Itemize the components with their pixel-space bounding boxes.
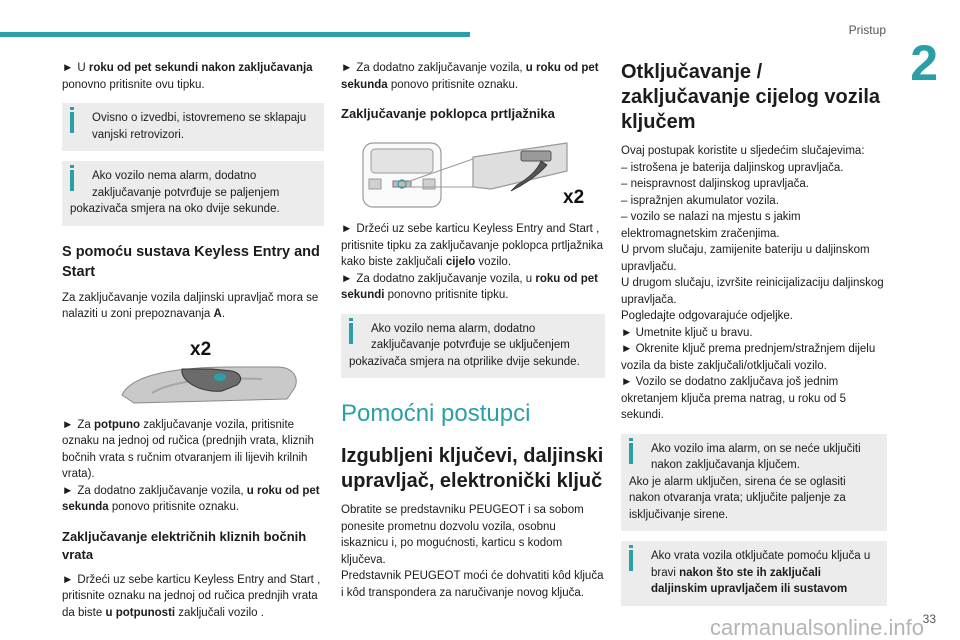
section-heading: Izgubljeni ključevi, daljinski upravljač, elektronički ključ — [341, 445, 604, 492]
column-middle — [341, 60, 605, 601]
note-text: Ako vozilo nema alarm, dodatno zaključavanje potvrđuje se uključenjem — [371, 322, 570, 351]
arrow-icon: ► — [62, 573, 74, 586]
section-heading: Zaključavanje poklopca prtljažnika — [341, 106, 555, 121]
emphasis: cijelo — [445, 256, 476, 268]
text: Držeći uz sebe karticu Keyless Entry and Start , pritisnite oznaku na jednoj od ručica prednjih vrata da biste — [62, 573, 321, 619]
info-note — [62, 103, 324, 151]
paragraph — [62, 417, 324, 483]
step-item: ► Vozilo se dodatno zaključava još jednim okretanjem ključa prema natrag, u roku od 5 sekundi. — [621, 376, 847, 421]
text: ponovno pritisnite tipku. — [384, 289, 509, 301]
section-title: Pomoćni postupci — [341, 400, 531, 427]
text: Za zaključavanje vozila daljinski upravljač mora se nalaziti u zoni prepoznavanja — [62, 291, 319, 320]
paragraph — [62, 483, 324, 516]
paragraph: Pogledajte odgovarajuće odjeljke. — [621, 310, 793, 322]
column-right — [621, 60, 887, 616]
emphasis: potpuno — [94, 418, 140, 431]
step-item: ► Okrenite ključ prema prednjem/stražnjem dijelu vozila da biste zaključali/otključali vozilo. — [621, 343, 876, 372]
arrow-icon: ► — [341, 272, 353, 285]
paragraph — [341, 271, 605, 304]
note-text: Ako vozilo nema alarm, dodatno zaključavanje potvrđuje se paljenjem — [92, 170, 280, 199]
info-icon — [629, 550, 633, 571]
paragraph: U prvom slučaju, zamijenite bateriju u daljinskom upravljaču. — [621, 244, 870, 273]
paragraph: Predstavnik PEUGEOT moći će dohvatiti kôd ključa i kôd transpondera za naručivanje novog ključa. — [341, 570, 604, 599]
list-item: – istrošena je baterija daljinskog upravljača. — [621, 161, 844, 174]
section-heading: S pomoću sustava Keyless Entry and Start — [62, 243, 320, 280]
text: Ako vrata vozila otključate pomoću ključa u bravi — [651, 550, 871, 579]
note-text — [629, 548, 879, 598]
note-text: pokazivača smjera na otprilike dvije sekunde. — [349, 355, 580, 368]
page-number: 33 — [922, 612, 936, 626]
illustration-label: x2 — [190, 338, 212, 360]
running-head: Pristup — [848, 23, 886, 37]
text: Za dodatno zaključavanje vozila, — [77, 484, 247, 497]
illustration-label: x2 — [563, 187, 585, 208]
chapter-number: 2 — [910, 35, 938, 91]
list-item: – vozilo se nalazi na mjestu s jakim elektromagnetskim zračenjima. — [621, 211, 801, 240]
text: zaključali vozilo . — [175, 606, 264, 619]
emphasis: A — [213, 308, 222, 320]
info-note — [341, 314, 605, 379]
paragraph: Obratite se predstavniku PEUGEOT i sa sobom ponesite prometnu dozvolu vozila, osobnu iskaznicu i, po mogućnosti, karticu s kodom ključeva. — [341, 504, 584, 566]
text: Za dodatno zaključavanje vozila, u — [356, 272, 536, 285]
paragraph — [62, 290, 324, 323]
info-icon — [349, 323, 353, 344]
text: vozilo. — [475, 256, 512, 268]
paragraph — [62, 572, 324, 622]
list-item: – ispražnjen akumulator vozila. — [621, 194, 779, 207]
info-icon — [629, 443, 633, 464]
emphasis: nakon što ste ih zaključali daljinskim upravljačem ili sustavom — [651, 566, 848, 595]
arrow-icon: ► — [62, 62, 74, 74]
text: Za dodatno zaključavanje vozila, — [356, 62, 526, 74]
section-heading: Zaključavanje električnih kliznih bočnih vrata — [62, 528, 307, 562]
info-icon — [70, 112, 74, 133]
emphasis: u roku od pet sekunda — [341, 62, 599, 91]
watermark: carmanualsonline.info — [709, 615, 924, 640]
note-text: pokazivača smjera na oko dvije sekunde. — [70, 203, 280, 215]
emphasis: u roku od pet sekunda — [62, 484, 320, 513]
note-text: Ako vozilo ima alarm, on se neće uključiti nakon zaključavanja ključem. — [651, 442, 861, 471]
text: U — [77, 62, 89, 74]
arrow-icon: ► — [341, 223, 353, 235]
note-text: Ovisno o izvedbi, istovremeno se sklapaju vanjski retrovizori. — [92, 112, 307, 141]
paragraph — [341, 60, 605, 93]
text: Za — [77, 418, 95, 431]
info-note — [621, 434, 887, 532]
section-heading: Otključavanje / zaključavanje cijelog vozila ključem — [621, 61, 881, 133]
paragraph: U drugom slučaju, izvršite reinicijalizaciju daljinskog upravljača. — [621, 277, 884, 306]
arrow-icon: ► — [341, 62, 353, 74]
header-accent-bar — [0, 32, 470, 37]
emphasis: roku od pet sekundi nakon zaključavanja — [88, 62, 313, 74]
text: ponovo pritisnite oznaku. — [108, 501, 240, 513]
list-item: – neispravnost daljinskog upravljača. — [621, 178, 809, 190]
text: Držeći uz sebe karticu Keyless Entry and Start , pritisnite tipku za zaključavanje poklopca prtljažnika kako biste zaključali — [341, 223, 604, 268]
emphasis: roku od pet sekundi — [341, 272, 599, 301]
text: ponovo pritisnite oznaku. — [387, 78, 519, 91]
press-indicator-icon — [214, 373, 226, 381]
tailgate-handle-closeup — [473, 143, 567, 189]
text: zaključavanje vozila, pritisnite oznaku na jednoj od ručica (prednjih vrata, kliznih bočnih vrata s ručnim otvaranjem ili lijevih krilnih vrata). — [62, 418, 314, 480]
arrow-icon: ► — [62, 484, 74, 497]
tailgate-illustration — [341, 137, 605, 209]
door-handle-illustration — [62, 333, 324, 405]
emphasis: u potpunosti — [105, 606, 176, 619]
info-note — [62, 161, 324, 226]
paragraph: Ovaj postupak koristite u sljedećim slučajevima: — [621, 145, 865, 157]
arrow-icon: ► — [62, 418, 74, 431]
paragraph — [341, 221, 605, 271]
step-item: ► Umetnite ključ u bravu. — [621, 326, 753, 339]
info-icon — [70, 170, 74, 191]
paragraph — [62, 60, 324, 93]
note-text: Ako je alarm uključen, sirena će se oglasiti nakon otvaranja vrata; uključite paljenje za isključivanje sirene. — [629, 475, 846, 521]
text: . — [221, 308, 226, 320]
info-note — [621, 541, 887, 606]
column-left — [62, 60, 324, 621]
text: ponovno pritisnite ovu tipku. — [62, 78, 205, 91]
